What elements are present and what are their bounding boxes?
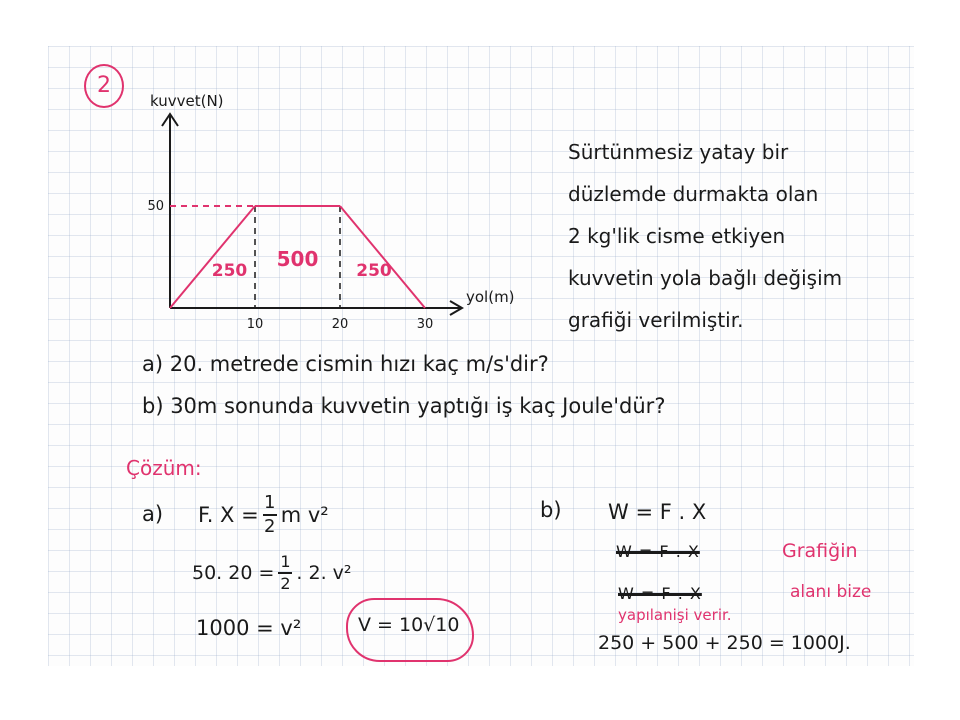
area-label: 250 (211, 261, 248, 281)
statement-line-2: düzlemde durmakta olan (568, 182, 819, 206)
solution-heading: Çözüm: (126, 456, 202, 480)
area-label: 250 (356, 261, 392, 281)
struck-text-1: W = F . X (616, 542, 700, 561)
a2-lhs: 50. 20 = (192, 562, 275, 584)
a1-rhs: m v² (280, 503, 329, 527)
statement-line-1: Sürtünmesiz yatay bir (568, 140, 789, 164)
statement-line-5: grafiği verilmiştir. (568, 308, 744, 332)
series-segment (340, 206, 425, 308)
solution-b-formula: W = F . X (608, 500, 707, 524)
solution-a-label: a) (142, 502, 164, 526)
note-line-1: Grafiğin (782, 540, 858, 562)
solution-b-label: b) (540, 498, 562, 522)
x-axis-label: yol(m) (466, 288, 515, 306)
question-a: a) 20. metrede cismin hızı kaç m/s'dir? (142, 352, 549, 376)
a2-fraction (278, 554, 292, 592)
x-tick-label: 20 (331, 317, 349, 332)
solution-a-line-3: 1000 = v² (196, 616, 302, 640)
note-line-2: alanı bize (790, 582, 872, 602)
statement-line-3: 2 kg'lik cisme etkiyen (568, 224, 786, 248)
a2-frac-den: 2 (280, 574, 291, 593)
a1-lhs: F. X = (198, 503, 259, 527)
series-segment (170, 206, 255, 308)
a1-fraction (263, 494, 277, 536)
a1-frac-den: 2 (263, 516, 276, 537)
solution-b-sum: 250 + 500 + 250 = 1000J. (598, 632, 851, 654)
x-tick-label: 30 (416, 317, 434, 332)
problem-number (84, 64, 124, 108)
problem-number-text: 2 (97, 73, 111, 98)
problem-statement (568, 140, 842, 350)
question-b: b) 30m sonunda kuvvetin yaptığı iş kaç Joule'dür? (142, 394, 666, 418)
chart-group (147, 92, 514, 332)
note-line-3: yapılanişi verir. (618, 606, 732, 624)
x-tick-label: 10 (246, 317, 264, 332)
statement-line-4: kuvvetin yola bağlı değişim (568, 266, 843, 290)
a2-rhs: . 2. v² (296, 562, 352, 584)
area-label: 500 (276, 247, 319, 271)
y-tick-label: 50 (147, 199, 164, 214)
a2-frac-num: 1 (280, 552, 291, 571)
struck-text-2: W = F . X (618, 584, 702, 603)
y-axis-label: kuvvet(N) (150, 92, 224, 110)
solution-a-line-1 (198, 494, 329, 536)
solution-a-line-2 (192, 554, 352, 592)
force-distance-chart (120, 86, 540, 338)
a1-frac-num: 1 (263, 492, 276, 513)
solution-a-answer: V = 10√10 (358, 614, 460, 636)
